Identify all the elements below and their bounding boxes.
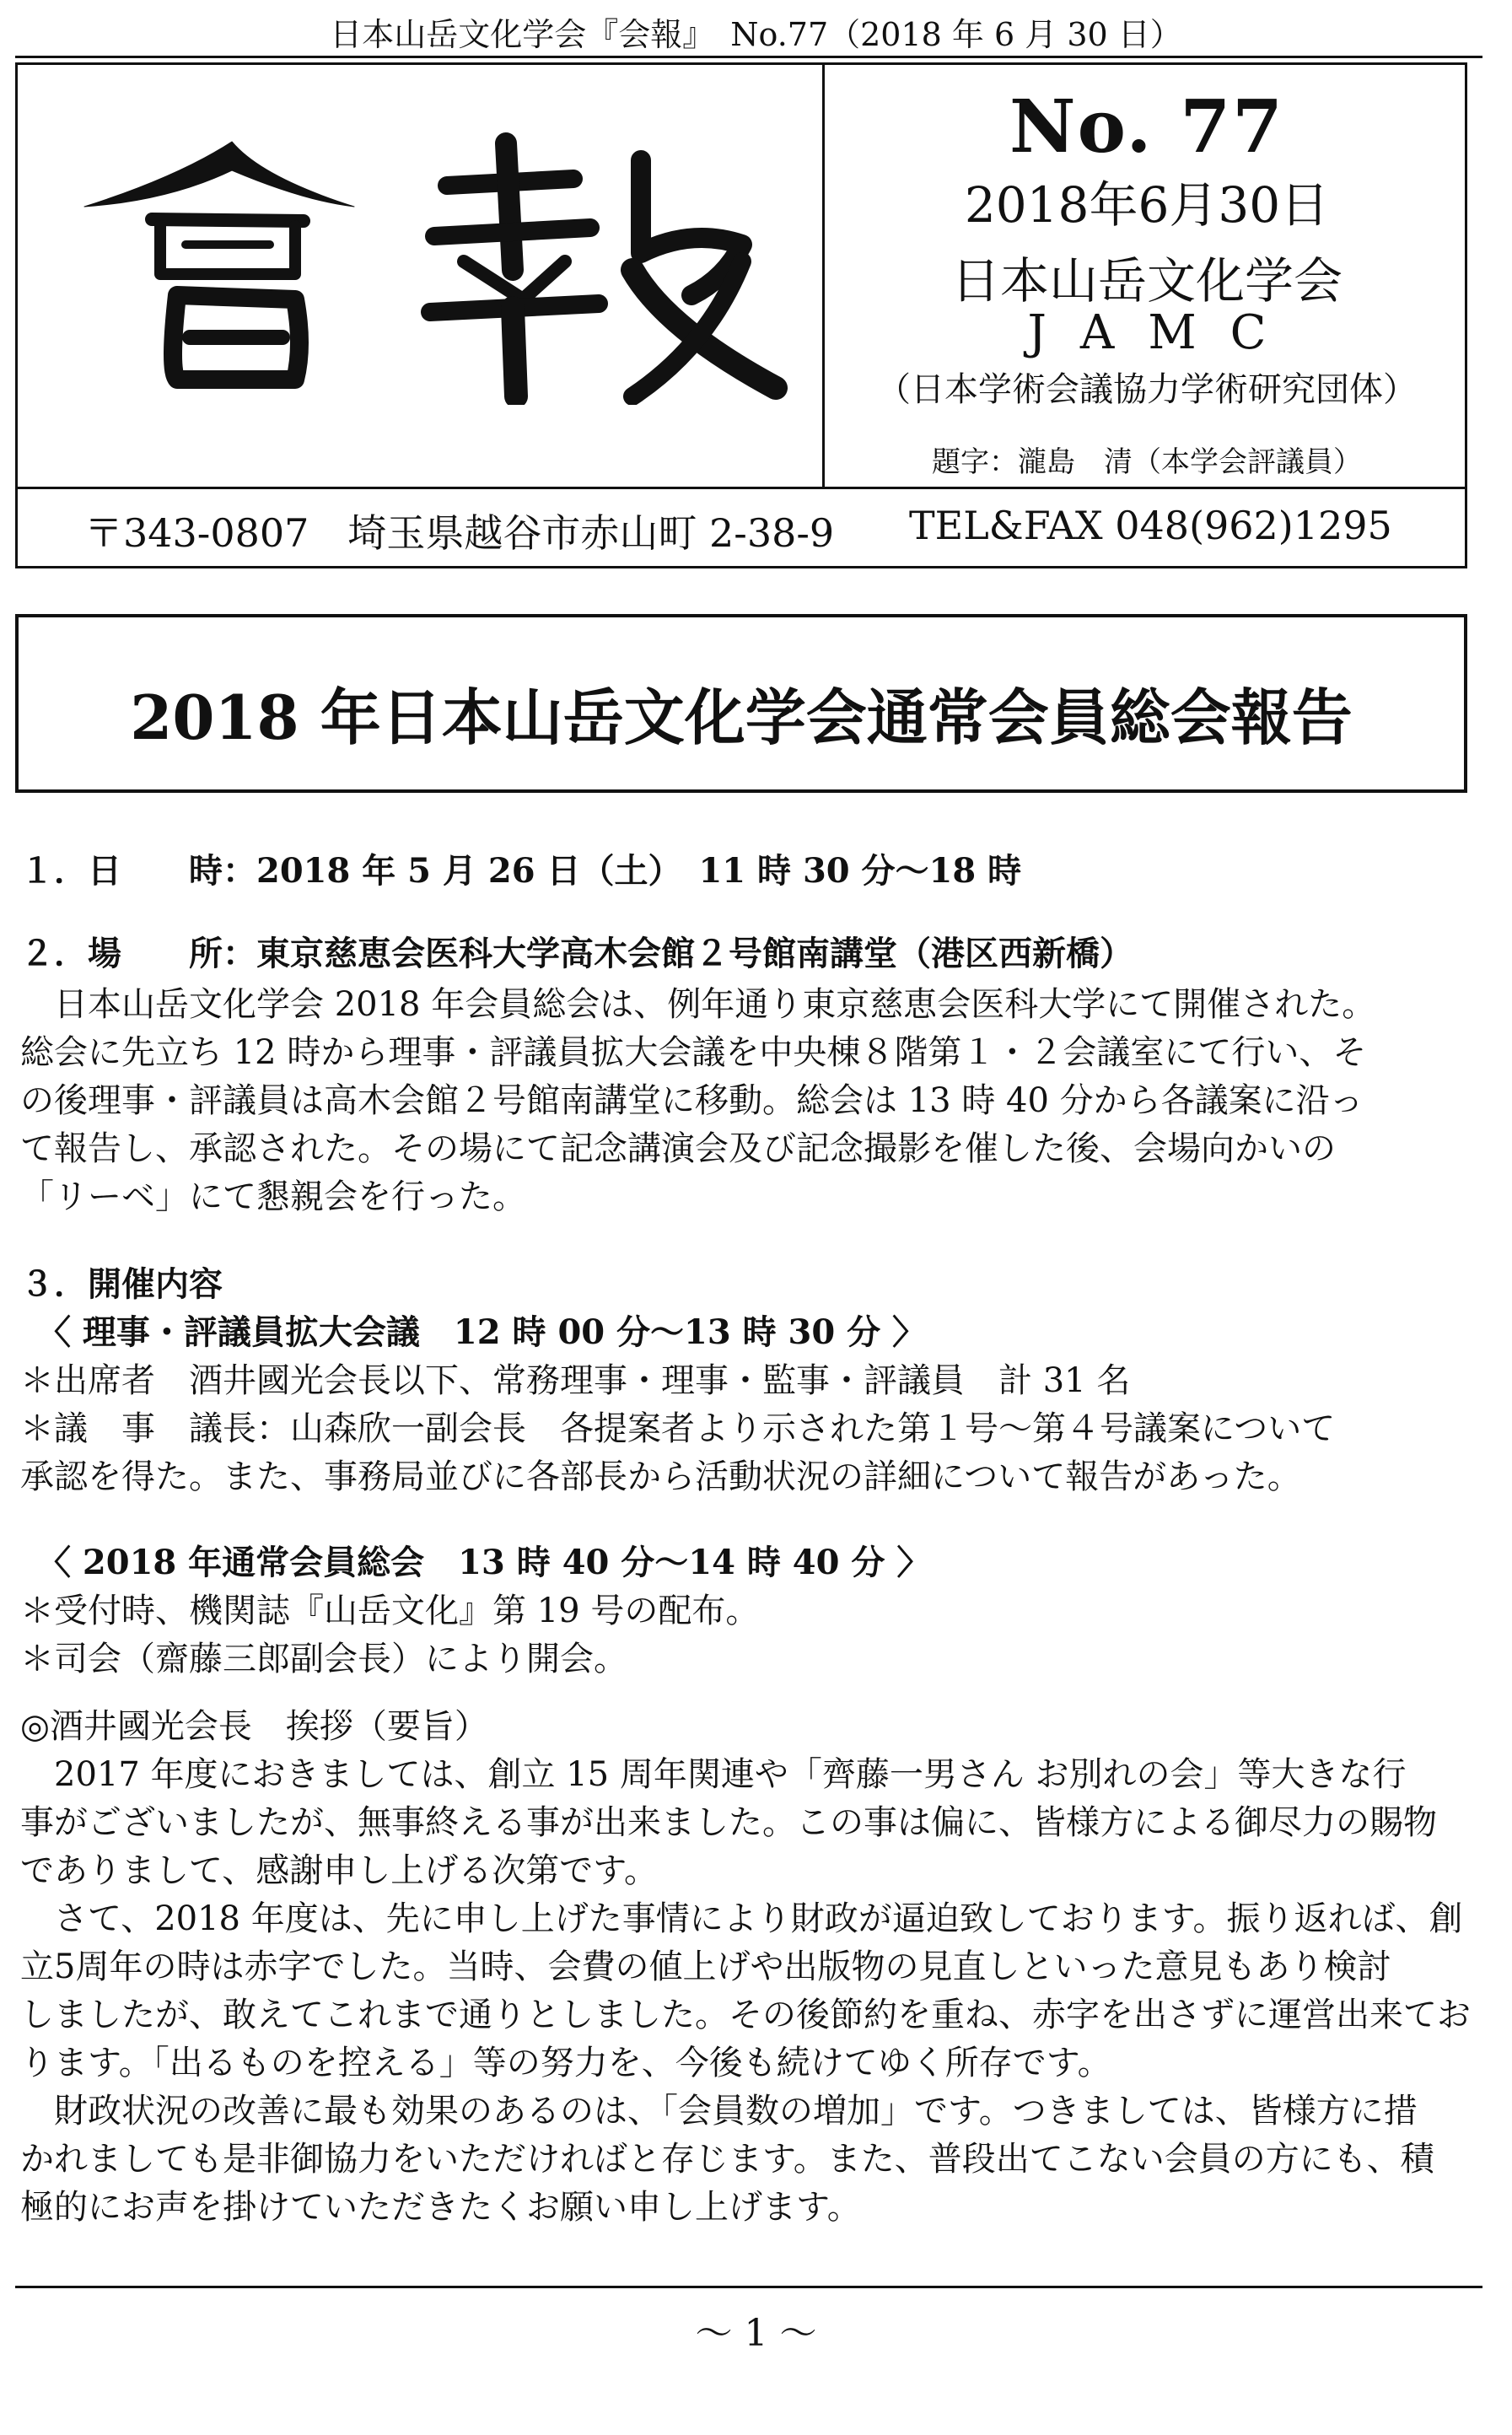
header-divider <box>15 56 1482 58</box>
paragraph-line: かれましても是非御協力をいただければと存じます。また、普段出てこない会員の方にも、積 <box>20 2140 1434 2179</box>
paragraph-line: 事がございましたが、無事終える事が出来ました。この事は偏に、皆様方による御尽力の賜物 <box>20 1803 1437 1842</box>
postal-address: 〒343-0807 埼玉県越谷市赤山町 2-38-9 <box>84 510 835 556</box>
organization-abbreviation: JAMC <box>1027 305 1300 360</box>
paragraph-line: ＊議 事 議長：山森欣一副会長 各提案者より示された第１号～第４号議案について <box>20 1409 1336 1448</box>
subsection-heading: 〈 理事・評議員拡大会議 12 時 00 分～13 時 30 分 〉 <box>20 1312 927 1352</box>
paragraph-line: て報告し、承認された。その場にて記念講演会及び記念撮影を催した後、会場向かいの <box>20 1129 1336 1168</box>
footer-divider <box>15 2286 1482 2288</box>
paragraph-line: 財政状況の改善に最も効果のあるのは、「会員数の増加」です。つきましては、皆様方に措 <box>20 2092 1418 2131</box>
paragraph-line: ります。「出るものを控える」等の努力を、今後も続けてゆく所存です。 <box>20 2044 1111 2082</box>
issue-date: 2018年6月30日 <box>964 176 1330 234</box>
tel-fax: TEL&FAX 048(962)1295 <box>909 503 1392 548</box>
paragraph-line: さて、2018 年度は、先に申し上げた事情により財政が逼迫致しております。振り返れば、創 <box>20 1899 1463 1938</box>
section-heading: ３．開催内容 <box>20 1264 223 1304</box>
affiliation: （日本学術会議協力学術研究団体） <box>877 370 1417 409</box>
article-title: 2018 年日本山岳文化学会通常会員総会報告 <box>130 681 1353 753</box>
paragraph-line: ＊受付時、機関誌『山岳文化』第 19 号の配布。 <box>20 1592 760 1630</box>
running-header: 日本山岳文化学会『会報』 No.77（2018 年 6 月 30 日） <box>330 16 1182 53</box>
paragraph-line: 承認を得た。また、事務局並びに各部長から活動状況の詳細について報告があった。 <box>20 1457 1301 1496</box>
page-number: ～ 1 ～ <box>695 2312 817 2355</box>
item-venue: ２．場 所：東京慈恵会医科大学高木会館２号館南講堂（港区西新橋） <box>20 934 1133 973</box>
masthead-horizontal-divider <box>15 487 1467 489</box>
kaiho-calligraphy-logo <box>51 127 793 405</box>
paragraph-line: の後理事・評議員は高木会館２号館南講堂に移動。総会は 13 時 40 分から各議案に沿っ <box>20 1081 1364 1120</box>
paragraph-line: でありまして、感謝申し上げる次第です。 <box>20 1851 658 1890</box>
organization-name: 日本山岳文化学会 <box>950 252 1343 310</box>
item-date-time: １．日 時：2018 年 5 月 26 日（土） 11 時 30 分～18 時 <box>20 851 1022 891</box>
paragraph-line: 日本山岳文化学会 2018 年会員総会は、例年通り東京慈恵会医科大学にて開催された。 <box>20 985 1376 1024</box>
masthead-vertical-divider <box>822 62 825 488</box>
paragraph-line: 極的にお声を掛けていただきたくお願い申し上げます。 <box>20 2188 861 2227</box>
issue-number: No. 77 <box>1009 84 1285 170</box>
subsection-heading: 〈 2018 年通常会員総会 13 時 40 分～14 時 40 分 〉 <box>20 1543 931 1582</box>
paragraph-line: 2017 年度におきましては、創立 15 周年関連や「齊藤一男さん お別れの会」等大きな行 <box>20 1755 1407 1794</box>
speech-heading: ◎酒井國光会長 挨拶（要旨） <box>20 1707 488 1746</box>
paragraph-line: 「リーベ」にて懇親会を行った。 <box>20 1177 526 1216</box>
paragraph-line: ＊出席者 酒井國光会長以下、常務理事・理事・監事・評議員 計 31 名 <box>20 1361 1131 1400</box>
paragraph-line: しましたが、敢えてこれまで通りとしました。その後節約を重ね、赤字を出さずに運営出来てお <box>20 1996 1471 2034</box>
paragraph-line: 総会に先立ち 12 時から理事・評議員拡大会議を中央棟８階第１・２会議室にて行い、そ <box>20 1033 1367 1072</box>
calligraphy-credit: 題字：瀧島 清（本学会評議員） <box>932 445 1362 479</box>
paragraph-line: ＊司会（齋藤三郎副会長）により開会。 <box>20 1640 627 1678</box>
paragraph-line: 立5周年の時は赤字でした。当時、会費の値上げや出版物の見直しといった意見もあり検討 <box>20 1947 1391 1986</box>
